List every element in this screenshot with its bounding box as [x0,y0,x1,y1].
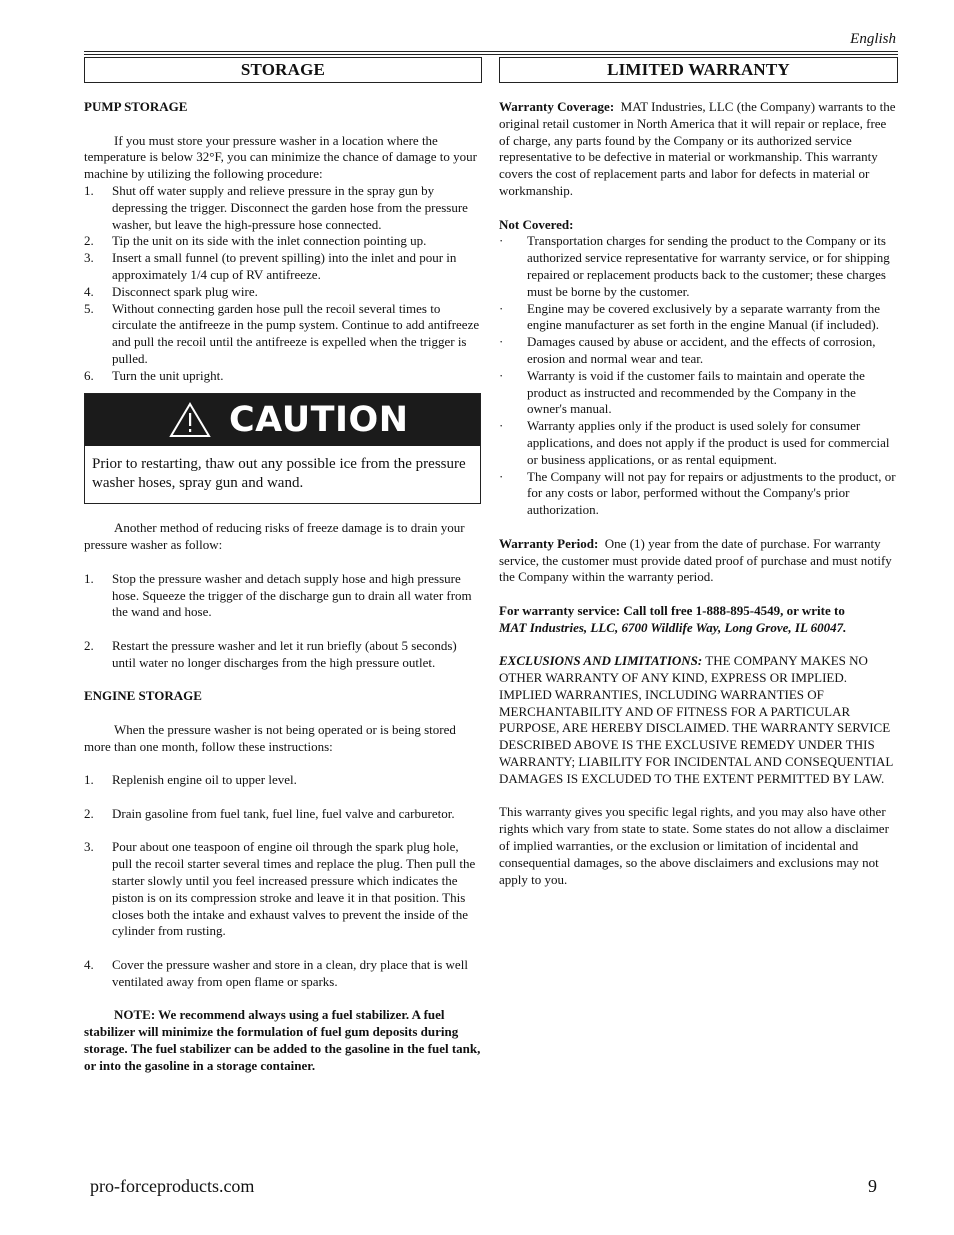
service-text: For warranty service: Call toll free 1-888-895-4549, or write to [499,602,845,618]
drain-steps [84,571,482,672]
list-item: 3. Pour about one teaspoon of engine oil through the spark plug hole, pull the recoil starter several times and replace the plug. Then pull the starter slowly until you feel increased pressure which indicates the piston is on its compression stroke and leave it in that position. This closes both the intake and exhaust valves to prevent the inside of the cylinder from rusting. [84,839,476,939]
header-rule [84,51,898,52]
pump-storage-intro: If you must store your pressure washer in a location where the temperature is below 32°F, you can minimize the chance of damage to your machine by utilizing the following procedure: [84,132,477,182]
exclusions-text: THE COMPANY MAKES NO OTHER WARRANTY OF ANY KIND, EXPRESS OR IMPLIED. IMPLIED WARRANTIES, INCLUDING WARRANTIES OF MERCHANTABILITY AND OF FITNESS FOR A PARTICULAR PURPOSE, ARE HEREBY DISCLAIMED. THE WARRANTY SERVICE DESCRIBED ABOVE IS THE EXCLUSIVE REMEDY UNDER THIS WARRANTY; LIABILITY FOR INCIDENTAL AND CONSEQUENTIAL DAMAGES IS EXCLUDED TO THE EXTENT PERMITTED BY LAW. [499,653,893,786]
list-item: 6. Turn the unit upright. [84,367,224,383]
language-label: English [850,31,896,47]
warning-triangle-icon [169,402,211,438]
warranty-column [499,57,898,888]
list-item: 3. Insert a small funnel (to prevent spilling) into the inlet and pour in approximately 1/4 cup of RV antifreeze. [84,250,457,282]
list-item: 1. Shut off water supply and relieve pressure in the spray gun by depressing the trigger. Disconnect the garden hose from the pressure washer, but leave the high-pressure hose connected. [84,182,468,232]
list-item: · Warranty applies only if the product is used solely for consumer applications, and does not apply if the product is used for commercial or business applications, or as rental equipment. [499,418,890,467]
list-item: 5. Without connecting garden hose pull the recoil several times to circulate the antifreeze in the pump system. Continue to add antifreeze and pull the recoil until the antifreeze is expelled when the trigger is pulled. [84,300,480,366]
storage-heading: STORAGE [84,57,482,83]
service-address: MAT Industries, LLC, 6700 Wildlife Way, Long Grove, IL 60047. [499,619,847,635]
pump-storage-subtitle: PUMP STORAGE [84,99,188,114]
page-number: 9 [868,1176,877,1196]
caution-word: CAUTION [229,399,409,440]
list-item: 1. Replenish engine oil to upper level. [84,772,297,788]
exclusions-label: EXCLUSIONS AND LIMITATIONS: [499,653,703,669]
coverage-text: MAT Industries, LLC (the Company) warrants to the original retail customer in North America that it will repair or replace, free of charge, any parts found by the Company or its authorized service representative to be defective in material or workmanship. This warranty covers the cost of replacement parts and labor for defects in material or workmanship. [499,99,896,198]
list-item: 2. Tip the unit on its side with the inlet connection pointing up. [84,233,427,249]
list-item: · Warranty is void if the customer fails to maintain and operate the product as instructed and recommended by the Company in the owner's manual. [499,367,865,417]
header-rule [84,54,898,55]
list-item: · Engine may be covered exclusively by a separate warranty from the engine manufacturer as set forth in the engine Manual (if included). [499,300,881,333]
fuel-stabilizer-note: NOTE: We recommend always using a fuel stabilizer. A fuel stabilizer will minimize the formulation of fuel gum deposits during storage. The fuel stabilizer can be added to the gasoline in the fuel tank, or into the gasoline in a storage container. [84,1007,481,1073]
caution-banner [85,394,480,446]
period-text: One (1) year from the date of purchase. For warranty service, the customer must provide dated proof of purchase and must notify the Company within the warranty period. [499,535,892,585]
list-item: 4. Cover the pressure washer and store in a clean, dry place that is well ventilated away from open flame or sparks. [84,957,468,989]
list-item: 4. Disconnect spark plug wire. [84,283,258,299]
list-item: · Transportation charges for sending the product to the Company or its authorized service representative for warranty service, or for shipping repaired or replacement products back to the customer; these charges must be borne by the customer. [499,233,890,299]
period-label: Warranty Period: [499,535,599,551]
drain-intro: Another method of reducing risks of freeze damage is to drain your pressure washer as follow: [84,520,465,553]
exclusions [499,653,898,787]
engine-storage-subtitle: ENGINE STORAGE [84,688,202,704]
caution-box [84,393,481,504]
engine-steps [84,772,482,990]
caution-text: Prior to restarting, thaw out any possible ice from the pressure washer hoses, spray gun and wand. [92,455,466,491]
list-item: 2. Restart the pressure washer and let it run briefly (about 5 seconds) until water no longer discharges from the high pressure outlet. [84,637,457,670]
warranty-period [499,536,898,586]
storage-column [84,57,482,1075]
list-item: 2. Drain gasoline from fuel tank, fuel line, fuel valve and carburetor. [84,805,455,821]
warranty-heading: LIMITED WARRANTY [499,57,898,83]
engine-storage-intro: When the pressure washer is not being operated or is being stored more than one month, follow these instructions: [84,721,456,754]
coverage-label: Warranty Coverage: [499,99,615,114]
footer-url: pro-forceproducts.com [90,1176,255,1196]
legal-rights: This warranty gives you specific legal rights, and you may also have other rights which vary from state to state. Some states do not allow a disclaimer of implied warranties, or the exclusion or limitation of incidental and consequential damages, so the above disclaimers and exclusions may not apply to you. [499,804,889,887]
pump-steps [84,183,482,385]
not-covered-list [499,233,898,519]
warranty-service [499,603,898,637]
list-item: · The Company will not pay for repairs or adjustments to the product, or for any costs or labor, performed without the Company's prior authorization. [499,468,896,518]
list-item: · Damages caused by abuse or accident, and the effects of corrosion, erosion and normal wear and tear. [499,334,876,366]
list-item: 1. Stop the pressure washer and detach supply hose and high pressure hose. Squeeze the trigger of the discharge gun to drain all water from the wand and hose. [84,570,472,620]
not-covered-label: Not Covered: [499,216,574,232]
warranty-coverage [499,99,898,200]
